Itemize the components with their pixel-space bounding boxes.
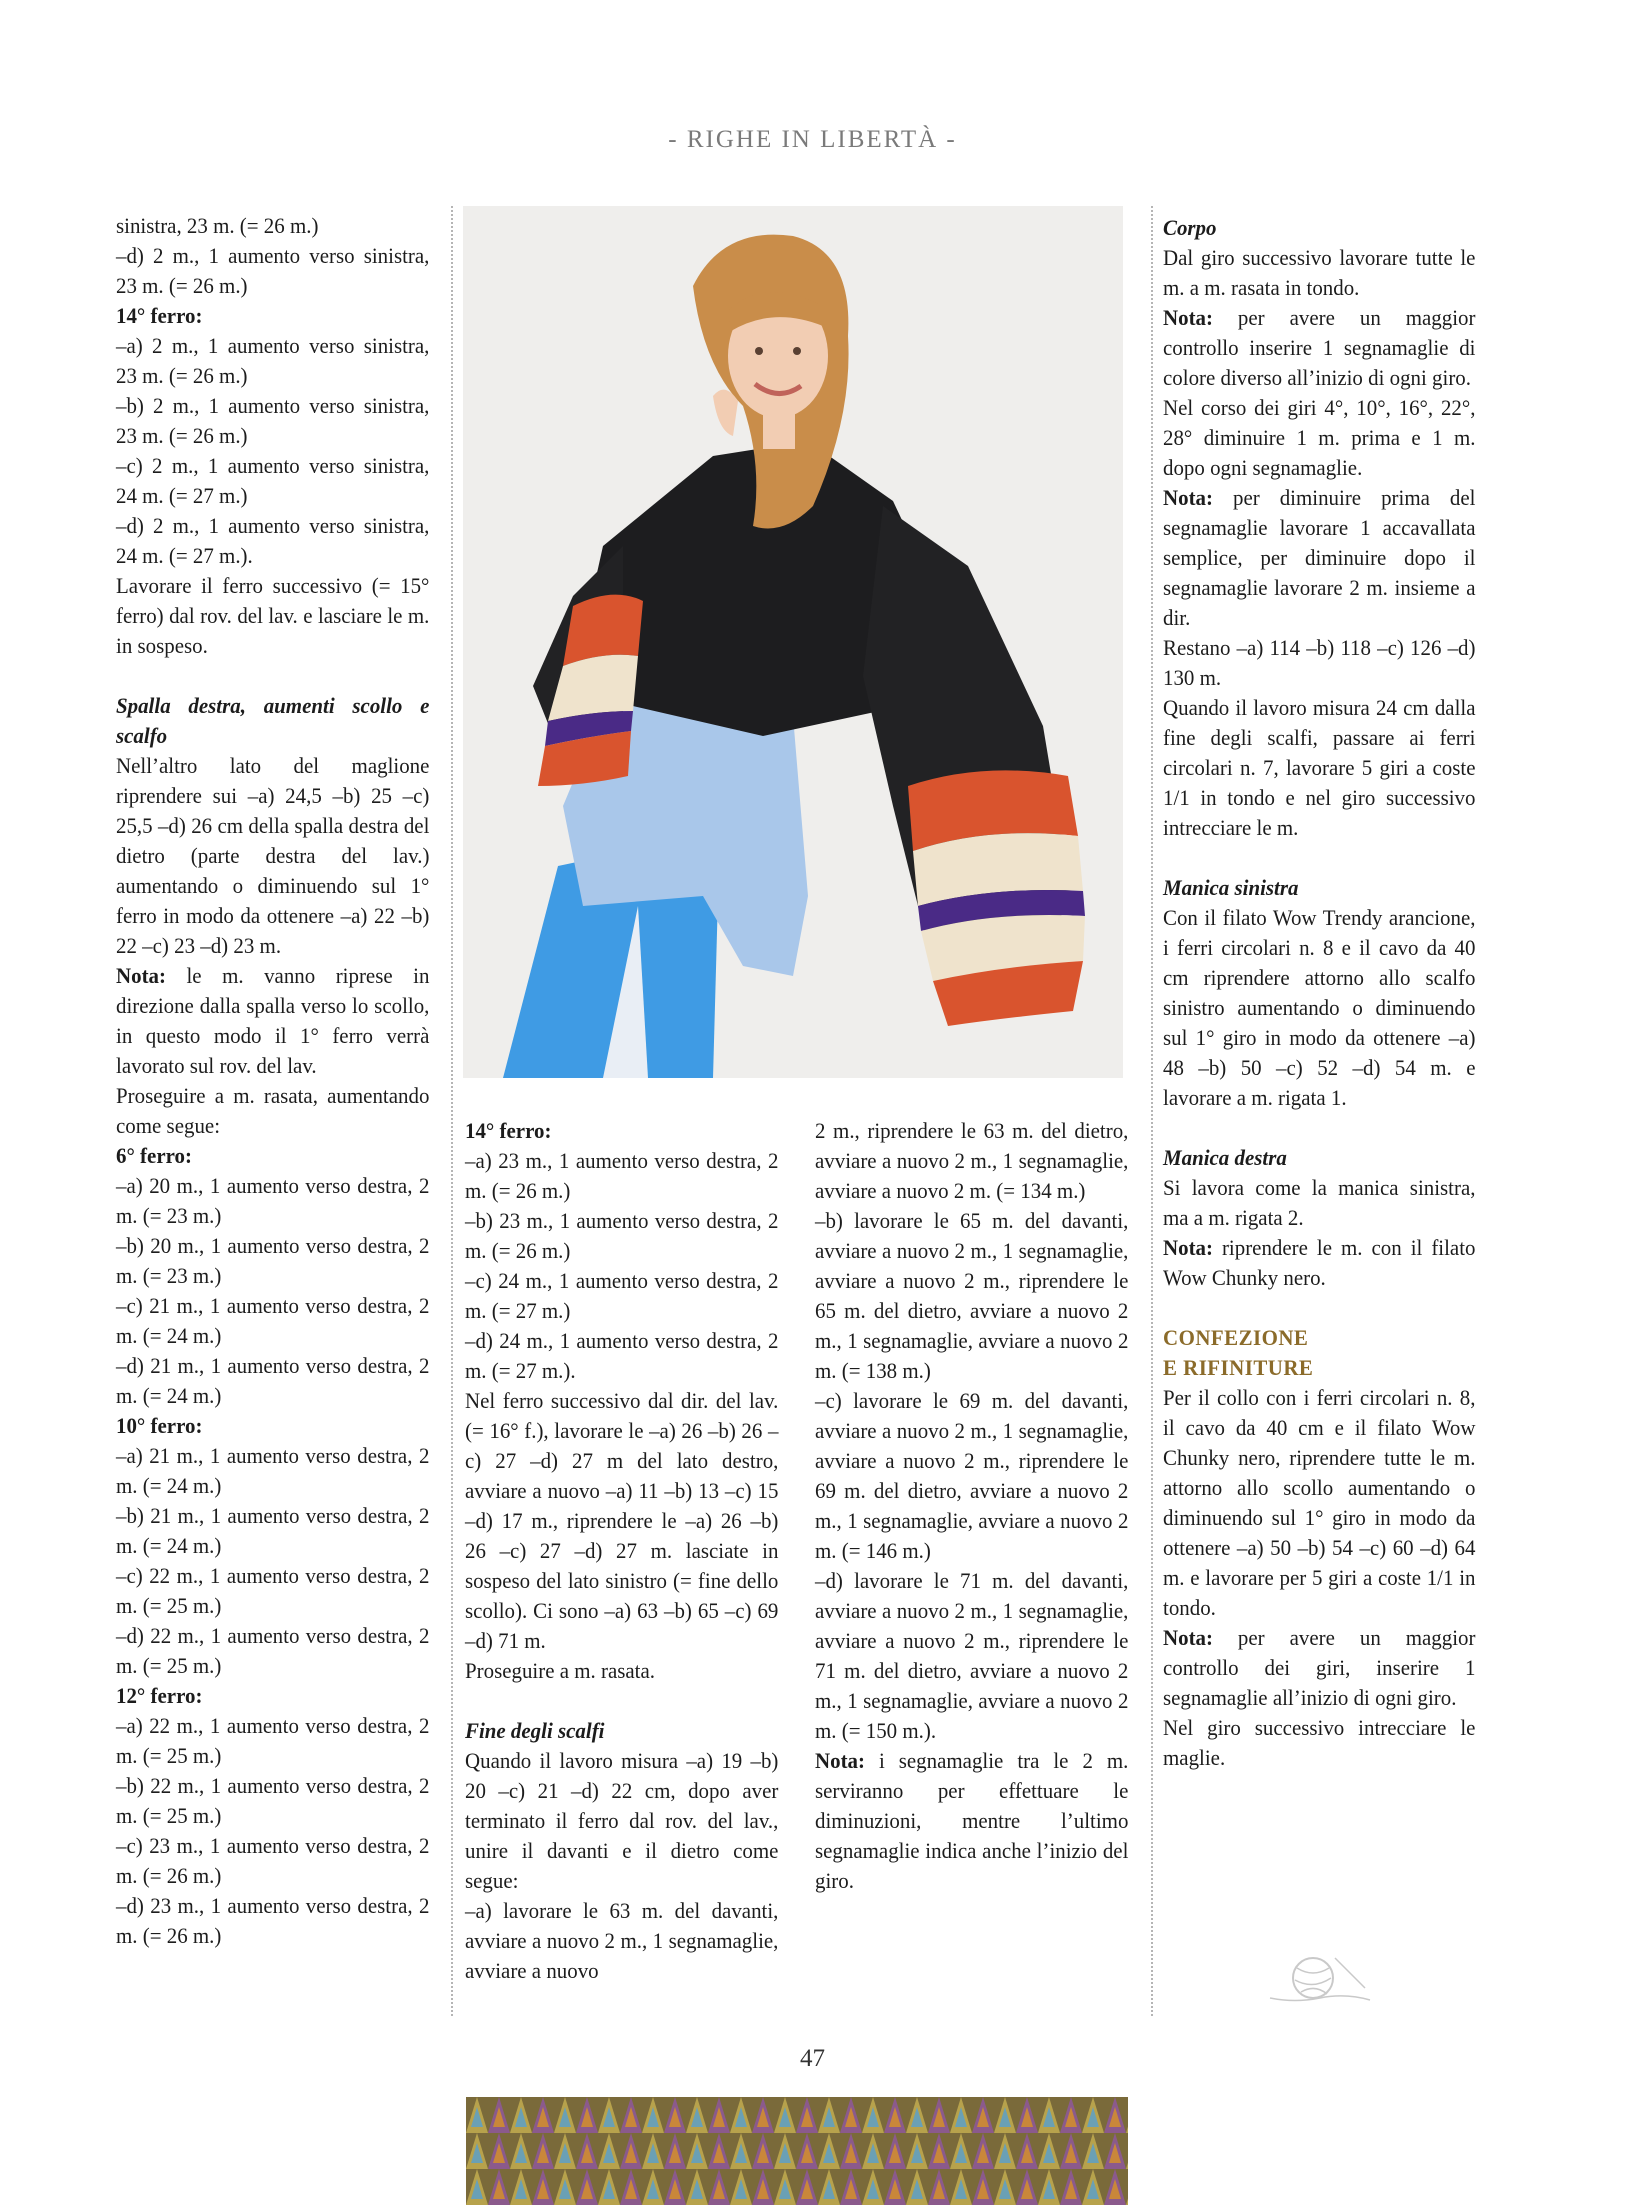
paragraph: –a) lavorare le 63 m. del davanti, avviare a nuovo 2 m., 1 segnamaglie, avviare a nuovo xyxy=(465,1898,779,1983)
paragraph: sinistra, 23 m. (= 26 m.) xyxy=(116,213,319,238)
paragraph: Per il collo con i ferri circolari n. 8, il cavo da 40 cm e il filato Wow Chunky nero, riprendere tutte le m. attorno allo scollo aumentando o diminuendo sul 1° giro in modo da ottenere –a) 50 –b) 54 –c) 60 –d) 64 m. e lavorare per 5 giri a coste 1/1 in tondo. xyxy=(1163,1385,1476,1620)
paragraph xyxy=(1163,1233,1475,1293)
text-column-1 xyxy=(116,211,429,1951)
paragraph: –b) 22 m., 1 aumento verso destra, 2 m. (= 25 m.) xyxy=(116,1773,430,1828)
row-heading: 12° ferro: xyxy=(116,1683,203,1708)
paragraph: Si lavora come la manica sinistra, ma a m. rigata 2. xyxy=(1163,1175,1476,1230)
text-column-2 xyxy=(465,1116,778,1986)
paragraph: –c) 24 m., 1 aumento verso destra, 2 m. (= 27 m.) xyxy=(465,1268,779,1323)
note-label: Nota: xyxy=(1163,305,1213,330)
running-header: - RIGHE IN LIBERTÀ - xyxy=(668,126,957,153)
text-column-3 xyxy=(815,1116,1128,1896)
paragraph xyxy=(1163,483,1475,633)
paragraph: –c) 23 m., 1 aumento verso destra, 2 m. (= 26 m.) xyxy=(116,1833,430,1888)
note-label: Nota: xyxy=(1163,1235,1213,1260)
paragraph: –d) 23 m., 1 aumento verso destra, 2 m. (= 26 m.) xyxy=(116,1893,430,1948)
paragraph: –b) 20 m., 1 aumento verso destra, 2 m. (= 23 m.) xyxy=(116,1233,430,1288)
paragraph: –b) lavorare le 65 m. del davanti, avviare a nuovo 2 m., 1 segnamaglie, avviare a nuovo 2 m., riprendere le 65 m. del dietro, avviare a nuovo 2 m., 1 segnamaglie, avviare a nuovo 2 m. (= 138 m.) xyxy=(815,1208,1129,1383)
text-column-4 xyxy=(1163,213,1475,1773)
paragraph: Proseguire a m. rasata. xyxy=(465,1658,656,1683)
knit-texture-photo xyxy=(466,2097,1128,2205)
note-text: per avere un maggior controllo dei giri, inserire 1 segnamaglie all’inizio di ogni giro. xyxy=(1163,1625,1476,1710)
paragraph xyxy=(116,961,429,1081)
row-heading: 6° ferro: xyxy=(116,1143,192,1168)
row-heading: 14° ferro: xyxy=(465,1118,552,1143)
paragraph-gap xyxy=(116,661,429,691)
paragraph: Lavorare il ferro successivo (= 15° ferro) dal rov. del lav. e lasciare le m. in sospeso. xyxy=(116,573,430,658)
paragraph: Nel giro successivo intrecciare le maglie. xyxy=(1163,1715,1476,1770)
paragraph: Quando il lavoro misura –a) 19 –b) 20 –c) 21 –d) 22 cm, dopo aver terminato il ferro dal rov. del lav., unire il davanti e il dietro come segue: xyxy=(465,1748,779,1893)
section-heading: Fine degli scalfi xyxy=(465,1718,605,1743)
paragraph xyxy=(815,1746,1128,1896)
paragraph: Restano –a) 114 –b) 118 –c) 126 –d) 130 m. xyxy=(1163,635,1476,690)
paragraph: –a) 20 m., 1 aumento verso destra, 2 m. (= 23 m.) xyxy=(116,1173,430,1228)
section-heading: Spalla destra, aumenti scollo e scalfo xyxy=(116,693,430,748)
paragraph: –c) 21 m., 1 aumento verso destra, 2 m. (= 24 m.) xyxy=(116,1293,430,1348)
paragraph: Proseguire a m. rasata, aumentando come segue: xyxy=(116,1083,430,1138)
paragraph: Nell’altro lato del maglione riprendere sui –a) 24,5 –b) 25 –c) 25,5 –d) 26 cm della spalla destra del dietro (parte destra del lav.) aumentando o diminuendo sul 1° ferro in modo da ottenere –a) 22 –b) 22 –c) 23 –d) 23 m. xyxy=(116,753,430,958)
paragraph: –c) 2 m., 1 aumento verso sinistra, 24 m. (= 27 m.) xyxy=(116,453,430,508)
paragraph: –d) 22 m., 1 aumento verso destra, 2 m. (= 25 m.) xyxy=(116,1623,430,1678)
paragraph xyxy=(1163,1623,1475,1713)
paragraph: –b) 23 m., 1 aumento verso destra, 2 m. (= 26 m.) xyxy=(465,1208,779,1263)
paragraph: –d) 2 m., 1 aumento verso sinistra, 23 m. (= 26 m.) xyxy=(116,243,430,298)
note-label: Nota: xyxy=(815,1748,865,1773)
section-heading: Corpo xyxy=(1163,215,1217,240)
row-heading: 10° ferro: xyxy=(116,1413,203,1438)
page-number: 47 xyxy=(800,2045,825,2072)
paragraph: –a) 21 m., 1 aumento verso destra, 2 m. (= 24 m.) xyxy=(116,1443,430,1498)
model-photo xyxy=(463,206,1123,1078)
paragraph: 2 m., riprendere le 63 m. del dietro, avviare a nuovo 2 m., 1 segnamaglie, avviare a nuovo 2 m. (= 134 m.) xyxy=(815,1118,1129,1203)
note-text: per diminuire prima del segnamaglie lavorare 1 accavallata semplice, per diminuire dopo il segnamaglie lavorare 2 m. insieme a dir. xyxy=(1163,485,1476,630)
note-text: le m. vanno riprese in direzione dalla spalla verso lo scollo, in questo modo il 1° ferro verrà lavorato sul rov. del lav. xyxy=(116,963,430,1078)
paragraph-gap xyxy=(1163,843,1475,873)
section-heading: Manica sinistra xyxy=(1163,875,1299,900)
paragraph: –d) lavorare le 71 m. del davanti, avviare a nuovo 2 m., 1 segnamaglie, avviare a nuovo 2 m., riprendere le 71 m. del dietro, avviare a nuovo 2 m., 1 segnamaglie, avviare a nuovo 2 m. (= 150 m.). xyxy=(815,1568,1129,1743)
paragraph: –a) 23 m., 1 aumento verso destra, 2 m. (= 26 m.) xyxy=(465,1148,779,1203)
paragraph: –d) 24 m., 1 aumento verso destra, 2 m. (= 27 m.). xyxy=(465,1328,779,1383)
note-text: per avere un maggior controllo inserire 1 segnamaglie di colore diverso all’inizio di ogni giro. xyxy=(1163,305,1476,390)
paragraph: –b) 2 m., 1 aumento verso sinistra, 23 m. (= 26 m.) xyxy=(116,393,430,448)
paragraph-gap xyxy=(1163,1113,1475,1143)
note-text: riprendere le m. con il filato Wow Chunky nero. xyxy=(1163,1235,1476,1290)
paragraph: Nel corso dei giri 4°, 10°, 16°, 22°, 28° diminuire 1 m. prima e 1 m. dopo ogni segnamaglie. xyxy=(1163,395,1476,480)
note-label: Nota: xyxy=(1163,1625,1213,1650)
paragraph: –b) 21 m., 1 aumento verso destra, 2 m. (= 24 m.) xyxy=(116,1503,430,1558)
finishing-heading: E RIFINITURE xyxy=(1163,1355,1314,1380)
yarn-ball-icon xyxy=(1265,1948,1375,2006)
column-divider-left xyxy=(451,206,453,2016)
paragraph: –a) 2 m., 1 aumento verso sinistra, 23 m. (= 26 m.) xyxy=(116,333,430,388)
paragraph: Quando il lavoro misura 24 cm dalla fine degli scalfi, passare ai ferri circolari n. 7, lavorare 5 giri a coste 1/1 in tondo e nel giro successivo intrecciare le m. xyxy=(1163,695,1476,840)
paragraph: Con il filato Wow Trendy arancione, i ferri circolari n. 8 e il cavo da 40 cm riprendere attorno allo scalfo sinistro aumentando o diminuendo sul 1° giro in modo da ottenere –a) 48 –b) 50 –c) 52 –d) 54 m. e lavorare a m. rigata 1. xyxy=(1163,905,1476,1110)
note-text: i segnamaglie tra le 2 m. serviranno per effettuare le diminuzioni, mentre l’ultimo segnamaglie indica anche l’inizio del giro. xyxy=(815,1748,1129,1893)
paragraph: Dal giro successivo lavorare tutte le m. a m. rasata in tondo. xyxy=(1163,245,1476,300)
note-label: Nota: xyxy=(116,963,166,988)
column-divider-right xyxy=(1151,206,1153,2016)
section-heading: Manica destra xyxy=(1163,1145,1287,1170)
note-label: Nota: xyxy=(1163,485,1213,510)
paragraph: –d) 21 m., 1 aumento verso destra, 2 m. (= 24 m.) xyxy=(116,1353,430,1408)
paragraph-gap xyxy=(465,1686,778,1716)
row-heading: 14° ferro: xyxy=(116,303,203,328)
paragraph-gap xyxy=(1163,1293,1475,1323)
finishing-heading: CONFEZIONE xyxy=(1163,1325,1309,1350)
paragraph: Nel ferro successivo dal dir. del lav. (= 16° f.), lavorare le –a) 26 –b) 26 –c) 27 –d) 27 m del lato destro, avviare a nuovo –a) 11 –b) 13 –c) 15 –d) 17 m., riprendere le –a) 26 –b) 26 –c) 27 –d) 27 m. lasciate in sospeso del lato sinistro (= fine dello scollo). Ci sono –a) 63 –b) 65 –c) 69 –d) 71 m. xyxy=(465,1388,779,1653)
paragraph: –c) lavorare le 69 m. del davanti, avviare a nuovo 2 m., 1 segnamaglie, avviare a nuovo 2 m., riprendere le 69 m. del dietro, avviare a nuovo 2 m., 1 segnamaglie, avviare a nuovo 2 m. (= 146 m.) xyxy=(815,1388,1129,1563)
paragraph: –d) 2 m., 1 aumento verso sinistra, 24 m. (= 27 m.). xyxy=(116,513,430,568)
paragraph: –c) 22 m., 1 aumento verso destra, 2 m. (= 25 m.) xyxy=(116,1563,430,1618)
paragraph xyxy=(1163,303,1475,393)
paragraph: –a) 22 m., 1 aumento verso destra, 2 m. (= 25 m.) xyxy=(116,1713,430,1768)
